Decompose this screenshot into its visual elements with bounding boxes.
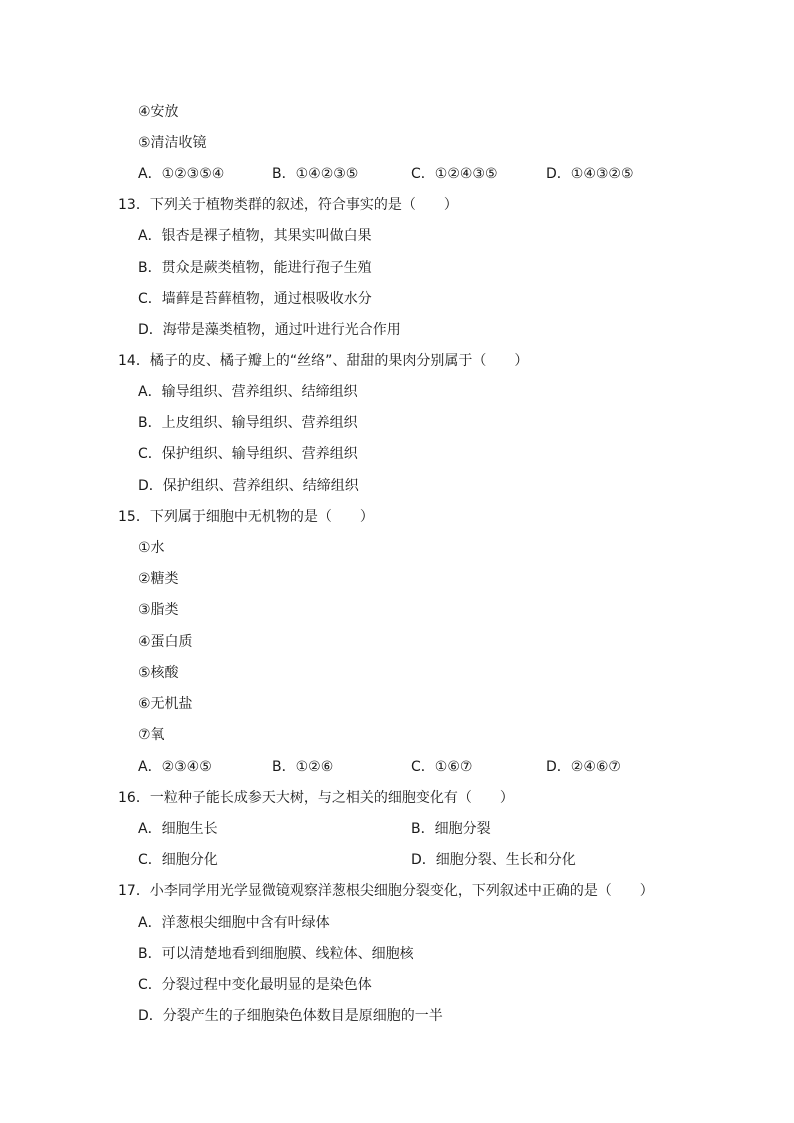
q15-option-b: B．①②⑥ [272, 759, 334, 775]
q13-option-d: D．海带是藻类植物，通过叶进行光合作用 [138, 322, 401, 338]
q14-option-d: D．保护组织、营养组织、结缔组织 [138, 478, 359, 494]
q17-option-d: D．分裂产生的子细胞染色体数目是原细胞的一半 [138, 1008, 443, 1024]
q14-option-b: B．上皮组织、输导组织、营养组织 [138, 415, 358, 431]
q16-option-a: A．细胞生长 [138, 821, 218, 837]
q13-option-c: C．墙藓是苔藓植物，通过根吸收水分 [138, 291, 372, 307]
q15-stem: 15．下列属于细胞中无机物的是（ ） [118, 509, 374, 525]
q17-option-c: C．分裂过程中变化最明显的是染色体 [138, 977, 372, 993]
q15-option-a: A．②③④⑤ [138, 759, 212, 775]
q17-stem: 17．小李同学用光学显微镜观察洋葱根尖细胞分裂变化，下列叙述中正确的是（ ） [118, 883, 654, 899]
q14-option-c: C．保护组织、输导组织、营养组织 [138, 446, 358, 462]
prev-option-a: A．①②③⑤④ [138, 166, 225, 182]
q13-option-a: A．银杏是裸子植物，其果实叫做白果 [138, 228, 372, 244]
prev-item-5: ⑤清洁收镜 [138, 135, 207, 151]
q15-item-3: ③脂类 [138, 602, 179, 618]
q16-option-b: B．细胞分裂 [411, 821, 491, 837]
q13-option-b: B．贯众是蕨类植物，能进行孢子生殖 [138, 260, 372, 276]
q15-option-c: C．①⑥⑦ [411, 759, 473, 775]
q17-option-b: B．可以清楚地看到细胞膜、线粒体、细胞核 [138, 946, 414, 962]
q15-item-6: ⑥无机盐 [138, 696, 193, 712]
prev-item-4: ④安放 [138, 104, 179, 120]
q15-item-2: ②糖类 [138, 571, 179, 587]
prev-option-b: B．①④②③⑤ [272, 166, 359, 182]
q15-item-4: ④蛋白质 [138, 634, 193, 650]
q16-option-d: D．细胞分裂、生长和分化 [411, 852, 576, 868]
q16-option-c: C．细胞分化 [138, 852, 218, 868]
prev-option-c: C．①②④③⑤ [411, 166, 498, 182]
q14-option-a: A．输导组织、营养组织、结缔组织 [138, 384, 358, 400]
q15-item-7: ⑦氧 [138, 727, 165, 743]
prev-option-d: D．①④③②⑤ [546, 166, 634, 182]
q14-stem: 14．橘子的皮、橘子瓣上的“丝络”、甜甜的果肉分别属于（ ） [118, 353, 529, 369]
q16-stem: 16．一粒种子能长成参天大树，与之相关的细胞变化有（ ） [118, 790, 514, 806]
q13-stem: 13．下列关于植物类群的叙述，符合事实的是（ ） [118, 197, 458, 213]
q15-item-1: ①水 [138, 540, 165, 556]
q15-item-5: ⑤核酸 [138, 665, 179, 681]
q15-option-d: D．②④⑥⑦ [546, 759, 621, 775]
q17-option-a: A．洋葱根尖细胞中含有叶绿体 [138, 915, 330, 931]
